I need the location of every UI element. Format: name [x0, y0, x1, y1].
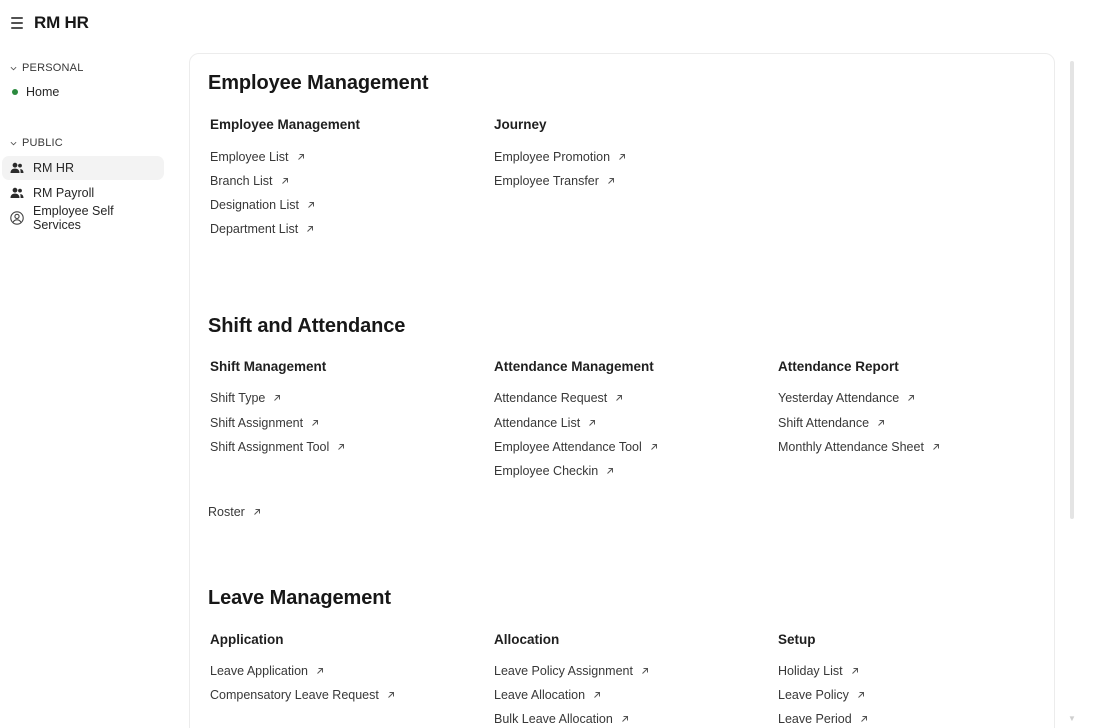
link-label: Shift Type: [210, 391, 266, 405]
link-shift-assignment-tool[interactable]: [210, 440, 345, 454]
sidebar-item-label: Employee Self Services: [33, 204, 114, 232]
link-label: Roster: [208, 505, 245, 519]
link-leave-period[interactable]: [778, 712, 868, 726]
link-label: Shift Assignment Tool: [210, 440, 330, 454]
arrow-up-right-icon: [860, 715, 868, 723]
card-title-allocation: Allocation: [494, 632, 560, 647]
link-attendance-list[interactable]: [494, 416, 596, 430]
link-label: Leave Application: [210, 664, 308, 678]
arrow-up-right-icon: [618, 153, 626, 161]
sidebar-item-label: RM Payroll: [33, 186, 95, 200]
arrow-up-right-icon: [641, 667, 649, 675]
arrow-up-right-icon: [297, 153, 305, 161]
arrow-up-right-icon: [851, 667, 859, 675]
arrow-up-right-icon: [306, 225, 314, 233]
arrow-up-right-icon: [281, 177, 289, 185]
link-shift-assignment[interactable]: [210, 416, 319, 430]
arrow-up-right-icon: [307, 201, 315, 209]
link-label: Monthly Attendance Sheet: [778, 440, 924, 454]
users-icon: [10, 186, 24, 200]
link-label: Designation List: [210, 198, 299, 212]
link-label: Yesterday Attendance: [778, 391, 900, 405]
card-title-attendance-management: Attendance Management: [494, 359, 654, 374]
sidebar-item-label: RM HR: [33, 161, 74, 175]
link-label: Shift Attendance: [778, 416, 870, 430]
link-leave-allocation[interactable]: [494, 688, 601, 702]
section-title-shift-and-attendance: Shift and Attendance: [208, 315, 406, 337]
link-label: Employee List: [210, 150, 289, 164]
arrow-up-right-icon: [253, 508, 261, 516]
card-title-shift-management: Shift Management: [210, 359, 327, 374]
sidebar-section-personal[interactable]: [10, 62, 84, 74]
link-compensatory-leave-request[interactable]: [210, 688, 395, 702]
sidebar-item-rm-payroll[interactable]: [2, 181, 164, 205]
card-title-setup: Setup: [778, 632, 816, 647]
link-employee-promotion[interactable]: [494, 150, 626, 164]
users-icon: [10, 161, 24, 175]
link-holiday-list[interactable]: [778, 664, 859, 678]
link-branch-list[interactable]: [210, 174, 289, 188]
chevron-down-icon: [10, 65, 17, 72]
link-label: Leave Policy: [778, 688, 849, 702]
arrow-up-right-icon: [877, 419, 885, 427]
arrow-up-right-icon: [387, 691, 395, 699]
home-status-dot-icon: [12, 89, 18, 95]
link-employee-attendance-tool[interactable]: [494, 440, 658, 454]
card-title-journey: Journey: [494, 117, 547, 132]
link-roster[interactable]: [208, 505, 261, 519]
arrow-up-right-icon: [607, 177, 615, 185]
link-leave-policy-assignment[interactable]: [494, 664, 649, 678]
link-label: Compensatory Leave Request: [210, 688, 379, 702]
link-monthly-attendance-sheet[interactable]: [778, 440, 940, 454]
card-title-employee-management: Employee Management: [210, 117, 361, 132]
link-label: Leave Allocation: [494, 688, 586, 702]
link-label: Leave Policy Assignment: [494, 664, 633, 678]
link-label: Employee Attendance Tool: [494, 440, 642, 454]
sidebar-item-label: Home: [26, 85, 60, 99]
link-leave-application[interactable]: [210, 664, 324, 678]
link-label: Attendance List: [494, 416, 581, 430]
link-department-list[interactable]: [210, 222, 314, 236]
link-employee-list[interactable]: [210, 150, 305, 164]
section-title-employee-management: Employee Management: [208, 72, 429, 94]
card-title-application: Application: [210, 632, 284, 647]
sidebar-section-public[interactable]: [10, 137, 63, 149]
link-employee-transfer[interactable]: [494, 174, 615, 188]
section-title-leave-management: Leave Management: [208, 587, 391, 609]
arrow-up-right-icon: [273, 394, 281, 402]
link-label: Employee Promotion: [494, 150, 611, 164]
arrow-up-right-icon: [588, 419, 596, 427]
arrow-up-right-icon: [606, 467, 614, 475]
link-label: Employee Transfer: [494, 174, 599, 188]
link-attendance-request[interactable]: [494, 391, 623, 405]
arrow-up-right-icon: [621, 715, 629, 723]
arrow-up-right-icon: [932, 443, 940, 451]
link-label: Leave Period: [778, 712, 852, 726]
link-label: Employee Checkin: [494, 464, 599, 478]
link-shift-type[interactable]: [210, 391, 281, 405]
sidebar-item-home[interactable]: [2, 80, 164, 104]
sidebar-section-label: PUBLIC: [22, 137, 63, 149]
sidebar-section-label: PERSONAL: [22, 62, 84, 74]
scroll-down-arrow-icon[interactable]: ▼: [1068, 714, 1076, 723]
user-circle-icon: [10, 211, 24, 225]
app-title: RM HR: [34, 13, 89, 32]
link-leave-policy[interactable]: [778, 688, 865, 702]
arrow-up-right-icon: [337, 443, 345, 451]
top-bar: [0, 0, 1100, 46]
arrow-up-right-icon: [907, 394, 915, 402]
link-label: Attendance Request: [494, 391, 608, 405]
link-yesterday-attendance[interactable]: [778, 391, 915, 405]
hamburger-menu-icon[interactable]: [11, 17, 23, 29]
arrow-up-right-icon: [316, 667, 324, 675]
card-title-attendance-report: Attendance Report: [778, 359, 899, 374]
link-label: Department List: [210, 222, 299, 236]
link-label: Bulk Leave Allocation: [494, 712, 613, 726]
link-bulk-leave-allocation[interactable]: [494, 712, 629, 726]
scrollbar-thumb[interactable]: [1070, 61, 1074, 519]
link-employee-checkin[interactable]: [494, 464, 614, 478]
link-label: Branch List: [210, 174, 273, 188]
arrow-up-right-icon: [857, 691, 865, 699]
arrow-up-right-icon: [593, 691, 601, 699]
link-designation-list[interactable]: [210, 198, 315, 212]
link-label: Shift Assignment: [210, 416, 304, 430]
arrow-up-right-icon: [311, 419, 319, 427]
link-label: Holiday List: [778, 664, 843, 678]
link-shift-attendance[interactable]: [778, 416, 885, 430]
sidebar-item-employee-self-services[interactable]: [2, 206, 164, 230]
sidebar-item-rm-hr[interactable]: [2, 156, 164, 180]
arrow-up-right-icon: [650, 443, 658, 451]
arrow-up-right-icon: [615, 394, 623, 402]
chevron-down-icon: [10, 140, 17, 147]
